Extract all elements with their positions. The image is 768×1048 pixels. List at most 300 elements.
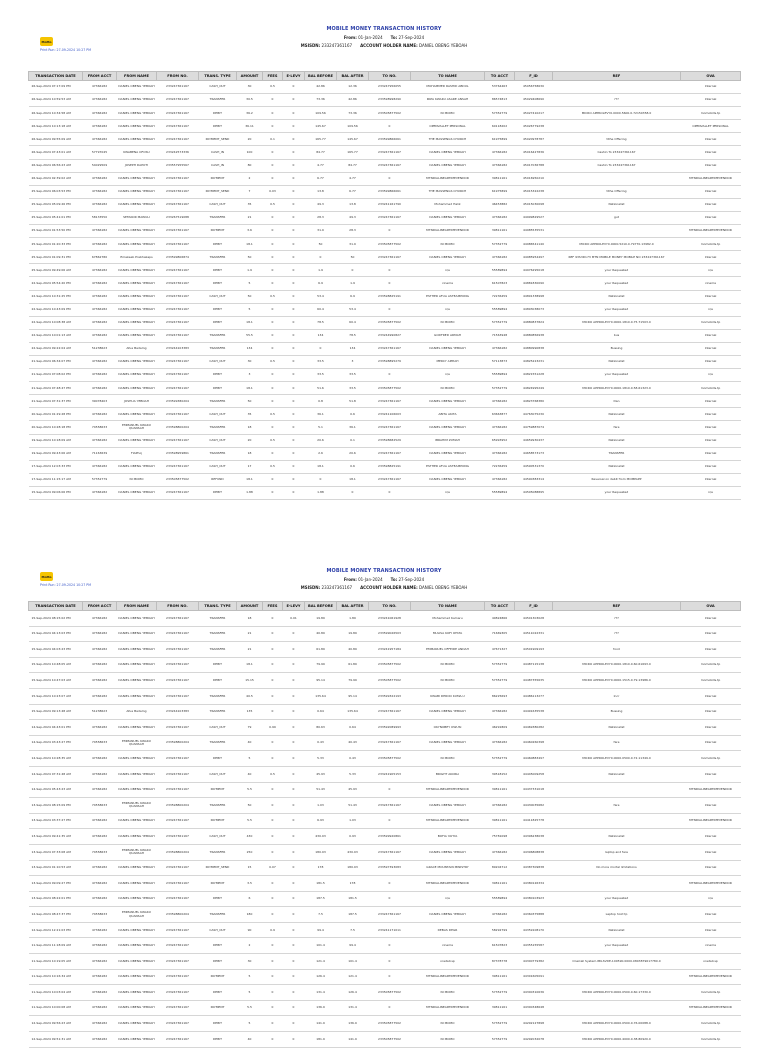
cell-fees: 0 <box>263 954 283 970</box>
table-row <box>29 954 741 970</box>
cell-ova: momobills.tp <box>681 657 741 673</box>
cell-from-name: DANIEL OBENG YEBOAH <box>117 290 157 303</box>
cell-f-id: 44821551228 <box>515 369 553 382</box>
cell-bal-before: 2.6 <box>305 447 337 460</box>
cell-from-name: DANIEL OBENG YEBOAH <box>117 751 157 767</box>
cell-bal-after: 141.9 <box>337 1032 369 1048</box>
cell-bal-after: 135.64 <box>337 704 369 720</box>
cell-bal-after: 136.9 <box>337 1016 369 1032</box>
cell-from-name: DANIEL OBENG YEBOAH <box>117 876 157 892</box>
cell-trans-type: CASH_OUT <box>199 922 237 938</box>
cell-ref: fare <box>553 735 681 751</box>
cell-from-name: KWABENA OFOSU <box>117 146 157 159</box>
cell-bal-after: 49.3 <box>337 211 369 224</box>
cell-bal-after: 0.1 <box>337 434 369 447</box>
table-row <box>29 1032 741 1048</box>
cell-from-name: DANIEL OBENG YEBOAH <box>117 81 157 94</box>
cell-to-name: MTNDIALINEARTIMEVENDOR <box>411 1000 485 1016</box>
table-row <box>29 303 741 316</box>
column-header-transaction-date: TRANSACTION DATE <box>29 602 83 611</box>
column-header-to-acct: TO ACCT <box>485 602 515 611</box>
cell-to-acct: 46453882 <box>485 198 515 211</box>
cell-bal-after: 7.5 <box>337 922 369 938</box>
cell-from-acct: 67862780 <box>83 251 117 264</box>
cell-f-id: 44437331018 <box>515 782 553 798</box>
cell-bal-after: 61.89 <box>337 657 369 673</box>
cell-ref: your Requested <box>553 369 681 382</box>
cell-ref: Nationalist <box>553 355 681 368</box>
cell-ref <box>553 876 681 892</box>
cell-trans-type: TRANSFER <box>199 907 237 923</box>
date-range: From: 01-Jan-2024 To: 27-Sep-2024 <box>343 577 425 582</box>
cell-transaction-date: 26-Sep-2024 10:13:18 AM <box>29 120 83 133</box>
cell-bal-before: 51.6 <box>305 382 337 395</box>
cell-from-acct: 47366182 <box>83 133 117 146</box>
cell-bal-after: 33.5 <box>337 382 369 395</box>
cell-trans-type: DEBIT <box>199 891 237 907</box>
cell-ref: Nationalist <box>553 460 681 473</box>
cell-fees: 0 <box>263 829 283 845</box>
cell-transaction-date: 22-Sep-2024 10:31:25 PM <box>29 290 83 303</box>
cell-amount: 18 <box>237 611 263 627</box>
cell-from-name: DANIEL OBENG YEBOAH <box>117 225 157 238</box>
cell-to-no: 233241171011 <box>369 922 411 938</box>
cell-trans-type: DEBIT <box>199 107 237 120</box>
cell-trans-type: TRANSFER <box>199 611 237 627</box>
cell-to-acct: 60118202 <box>485 120 515 133</box>
cell-e-levy: 0 <box>283 94 305 107</box>
cell-transaction-date: 14-Sep-2024 07:31:48 AM <box>29 766 83 782</box>
cell-f-id: 44505088895 <box>515 486 553 499</box>
cell-trans-type: CASH_IN <box>199 146 237 159</box>
cell-to-no: 233505877502 <box>369 238 411 251</box>
cell-ref: Nationalist <box>553 198 681 211</box>
cell-from-acct: 47366182 <box>83 238 117 251</box>
cell-transaction-date: 15-Sep-2024 10:23:07 AM <box>29 688 83 704</box>
mtn-logo-icon: MoMo <box>40 572 53 581</box>
cell-f-id: 44501303028 <box>515 611 553 627</box>
cell-amount: 3 <box>237 369 263 382</box>
cell-amount: 6 <box>237 891 263 907</box>
cell-amount: 55.5 <box>237 329 263 342</box>
table-row <box>29 766 741 782</box>
cell-amount: 5 <box>237 751 263 767</box>
cell-e-levy: 0 <box>283 421 305 434</box>
cell-ova: Internal <box>681 766 741 782</box>
cell-transaction-date: 11-Sep-2024 10:00:08 AM <box>29 1000 83 1016</box>
cell-from-no: 233247361167 <box>157 316 199 329</box>
cell-to-name: ESTHER AFUA ASTEAMPONG <box>411 290 485 303</box>
cell-to-acct: 47366182 <box>485 251 515 264</box>
cell-ova: Internal <box>681 290 741 303</box>
cell-trans-type: DEBIT <box>199 985 237 1001</box>
cell-to-name: ABITA AKITA <box>411 408 485 421</box>
cell-e-levy: 0 <box>283 813 305 829</box>
cell-ova: n/a <box>681 369 741 382</box>
cell-fees: 0 <box>263 1032 283 1048</box>
cell-from-no: 233247361167 <box>157 329 199 342</box>
cell-from-acct: 47366182 <box>83 876 117 892</box>
cell-amount: 50 <box>237 395 263 408</box>
cell-from-acct: 47366182 <box>83 922 117 938</box>
cell-transaction-date: 17-Sep-2024 12:03:33 PM <box>29 460 83 473</box>
cell-e-levy: 0 <box>283 211 305 224</box>
cell-trans-type: PAYMENT <box>199 969 237 985</box>
cell-to-name: NI MOMO <box>411 382 485 395</box>
cell-ref: your Requested <box>553 938 681 954</box>
cell-ova: Internal <box>681 611 741 627</box>
cell-e-levy: 0 <box>283 198 305 211</box>
cell-trans-type: DEBIT <box>199 486 237 499</box>
cell-from-no: 233598800204 <box>157 907 199 923</box>
cell-f-id: 44658573173 <box>515 447 553 460</box>
cell-from-no: 233247361167 <box>157 225 199 238</box>
cell-from-acct: 47366182 <box>83 316 117 329</box>
cell-transaction-date: 13-Sep-2024 07:33:08 AM <box>29 844 83 860</box>
cell-from-no: 233598800204 <box>157 844 199 860</box>
cell-from-name: DANIEL OBENG YEBOAH <box>117 720 157 736</box>
cell-to-name: GODFRED ARMAH <box>411 329 485 342</box>
cell-from-acct: 47366182 <box>83 766 117 782</box>
cell-to-no: 233505877502 <box>369 657 411 673</box>
cell-ref: Nationalist <box>553 922 681 938</box>
cell-fees: 0.5 <box>263 290 283 303</box>
cell-amount: 80 <box>237 159 263 172</box>
table-row <box>29 172 741 185</box>
cell-from-acct: 51238623 <box>83 704 117 720</box>
table-row <box>29 369 741 382</box>
cell-transaction-date: 26-Sep-2024 02:39:02 AM <box>29 172 83 185</box>
cell-to-no: 233505877502 <box>369 107 411 120</box>
cell-to-acct: 57352779 <box>485 1016 515 1032</box>
cell-e-levy: 0 <box>283 277 305 290</box>
cell-to-no: 233241161790 <box>369 198 411 211</box>
cell-to-no: 233241106003 <box>369 408 411 421</box>
table-row <box>29 969 741 985</box>
column-header-amount: AMOUNT <box>237 72 263 81</box>
cell-from-no: 233247361167 <box>157 766 199 782</box>
cell-to-acct: 57352779 <box>485 107 515 120</box>
cell-f-id: 45029408690 <box>515 94 553 107</box>
cell-amount: 90 <box>237 922 263 938</box>
column-header-from-no: FROM NO. <box>157 602 199 611</box>
cell-transaction-date: 12-Sep-2024 09:51:31 AM <box>29 1032 83 1048</box>
cell-from-name: DANIEL OBENG YEBOAH <box>117 829 157 845</box>
cell-from-name: DANIEL OBENG YEBOAH <box>117 264 157 277</box>
cell-to-name: n/a <box>411 486 485 499</box>
cell-ova: Internal <box>681 211 741 224</box>
cell-fees: 0 <box>263 382 283 395</box>
cell-fees: 0 <box>263 120 283 133</box>
cell-ova: Internal <box>681 460 741 473</box>
cell-ova: Internal <box>681 198 741 211</box>
cell-e-levy: 0 <box>283 290 305 303</box>
cell-from-name: DANIEL OBENG YEBOAH <box>117 198 157 211</box>
cell-ref: MICRO APPROLEVY0.0000.5600.0.72150358.0 <box>553 107 681 120</box>
cell-transaction-date: 25-Sep-2024 09:49:06 AM <box>29 264 83 277</box>
cell-e-levy: 0 <box>283 1016 305 1032</box>
cell-fees: 0 <box>263 159 283 172</box>
cell-amount: 3.6 <box>237 225 263 238</box>
cell-to-acct: 47366182 <box>485 159 515 172</box>
cell-ref <box>553 813 681 829</box>
cell-to-no: 0 <box>369 938 411 954</box>
cell-trans-type: REFUND <box>199 473 237 486</box>
table-row <box>29 146 741 159</box>
cell-from-name: DANIEL OBENG YEBOAH <box>117 922 157 938</box>
cell-from-acct: 47366182 <box>83 107 117 120</box>
cell-amount: 100 <box>237 146 263 159</box>
cell-fees: 0 <box>263 642 283 658</box>
cell-bal-after: 20.6 <box>337 447 369 460</box>
cell-e-levy: 0 <box>283 985 305 1001</box>
cell-to-no: 233247361167 <box>369 844 411 860</box>
cell-ova: Internal <box>681 704 741 720</box>
cell-from-acct: 54029509 <box>83 159 117 172</box>
cell-to-no: 233247361167 <box>369 447 411 460</box>
cell-bal-before: 6.9 <box>305 277 337 290</box>
cell-bal-before: 101.4 <box>305 938 337 954</box>
cell-to-name: DANIEL OBENG YEBOAH <box>411 342 485 355</box>
cell-bal-after: 78.5 <box>337 329 369 342</box>
cell-to-no: 233247361167 <box>369 907 411 923</box>
cell-ova: Internal <box>681 94 741 107</box>
cell-ref: MICRO APPROLEVY0.0000.1810.0.75.71503.0 <box>553 316 681 329</box>
cell-ova: Internal <box>681 159 741 172</box>
cell-trans-type: TRANSFER <box>199 94 237 107</box>
cell-bal-before: 0.8 <box>305 395 337 408</box>
cell-amount: 5 <box>237 303 263 316</box>
cell-bal-before: 50 <box>305 238 337 251</box>
cell-fees: 0 <box>263 172 283 185</box>
cell-trans-type: CASH_OUT <box>199 198 237 211</box>
cell-ref: bus <box>553 329 681 342</box>
cell-bal-after: 40.43 <box>337 735 369 751</box>
cell-fees: 0 <box>263 238 283 251</box>
cell-ref: your Requested <box>553 277 681 290</box>
cell-to-no: 233505877502 <box>369 673 411 689</box>
cell-from-acct: 47366182 <box>83 891 117 907</box>
cell-to-no: 233599026503 <box>369 626 411 642</box>
cell-from-no: 233247361167 <box>157 185 199 198</box>
cell-to-no: 0 <box>369 277 411 290</box>
cell-bal-after: 50 <box>337 251 369 264</box>
cell-trans-type: CASH_OUT <box>199 290 237 303</box>
cell-fees: 0 <box>263 813 283 829</box>
cell-to-acct: 86225693 <box>485 688 515 704</box>
cell-trans-type: TRANSFER <box>199 704 237 720</box>
cell-trans-type: TRANSFER <box>199 798 237 814</box>
cell-trans-type: DEBIT <box>199 277 237 290</box>
cell-transaction-date: 15-Sep-2024 04:03:23 PM <box>29 642 83 658</box>
cell-transaction-date: 26-Sep-2024 07:43:01 AM <box>29 146 83 159</box>
cell-bal-after: 3 <box>337 355 369 368</box>
cell-from-name: DANIEL OBENG YEBOAH <box>117 611 157 627</box>
cell-from-no: 233599806874 <box>157 251 199 264</box>
cell-fees: 0 <box>263 316 283 329</box>
cell-from-name: EMMANUEL KWAKU QUANSAH <box>117 907 157 923</box>
cell-to-name: Mohammed Halik <box>411 198 485 211</box>
cell-from-no: 233247361167 <box>157 238 199 251</box>
cell-fees: 0 <box>263 876 283 892</box>
cell-ref: Nationalist <box>553 766 681 782</box>
table-row <box>29 720 741 736</box>
cell-from-name: DANIEL OBENG YEBOAH <box>117 369 157 382</box>
cell-bal-before: 73.36 <box>305 94 337 107</box>
cell-f-id: 44300779382 <box>515 954 553 970</box>
cell-bal-before: 180.93 <box>305 844 337 860</box>
cell-bal-after: 178 <box>337 876 369 892</box>
cell-f-id: 45016427836 <box>515 146 553 159</box>
cell-bal-before: 36.1 <box>305 408 337 421</box>
cell-from-name: DANIEL OBENG YEBOAH <box>117 626 157 642</box>
cell-trans-type: CASH_OUT <box>199 829 237 845</box>
cell-bal-after: 51.43 <box>337 798 369 814</box>
cell-fees: 0 <box>263 704 283 720</box>
cell-f-id: 44355155587 <box>515 938 553 954</box>
table-row <box>29 316 741 329</box>
cell-e-levy: 0 <box>283 225 305 238</box>
cell-to-no: 0 <box>369 813 411 829</box>
cell-ref: MICRO APPROLEVY0.0000.0500.0.76.00088.0 <box>553 1016 681 1032</box>
cell-e-levy: 0 <box>283 303 305 316</box>
cell-fees: 0 <box>263 395 283 408</box>
cell-amount: 15.15 <box>237 673 263 689</box>
cell-from-name: DANIEL OBENG YEBOAH <box>117 185 157 198</box>
cell-from-acct: 47366182 <box>83 369 117 382</box>
cell-ref: Incr <box>553 688 681 704</box>
cell-to-acct: 46291809 <box>485 720 515 736</box>
cell-ova: MTNDIALINEARTIMEVENDOR <box>681 969 741 985</box>
table-header-row <box>29 602 741 611</box>
cell-to-name: onetall.sp <box>411 954 485 970</box>
cell-e-levy: 0 <box>283 891 305 907</box>
cell-from-acct: 47366182 <box>83 938 117 954</box>
cell-trans-type: CASH_OUT <box>199 434 237 447</box>
cell-to-no: 0 <box>369 876 411 892</box>
cell-bal-after: 40.89 <box>337 642 369 658</box>
cell-f-id: 44893038073 <box>515 303 553 316</box>
cell-to-no: 233505877502 <box>369 1016 411 1032</box>
cell-to-acct: 58292799 <box>485 922 515 938</box>
table-row <box>29 355 741 368</box>
cell-trans-type: CASH_IN <box>199 159 237 172</box>
cell-ref: tithe Offering <box>553 133 681 146</box>
cell-bal-before: 51.43 <box>305 782 337 798</box>
cell-from-name: DANIEL OBENG YEBOAH <box>117 172 157 185</box>
table-row <box>29 907 741 923</box>
cell-fees: 0.9 <box>263 922 283 938</box>
cell-from-no: 233247361167 <box>157 486 199 499</box>
cell-from-acct: 47366182 <box>83 829 117 845</box>
cell-from-acct: 47366182 <box>83 860 117 876</box>
cell-to-acct: 47366182 <box>485 211 515 224</box>
cell-ref: OneCall System.IBILSVDE-100590.0000.0803879617780.0 <box>553 954 681 970</box>
cell-amount: 20 <box>237 434 263 447</box>
cell-to-no: 233598825191 <box>369 460 411 473</box>
cell-to-acct: 53764463 <box>485 81 515 94</box>
cell-e-levy: 0 <box>283 447 305 460</box>
cell-bal-before: 1.03 <box>305 798 337 814</box>
cell-from-no: 233247361167 <box>157 611 199 627</box>
cell-ref: Bussing <box>553 342 681 355</box>
column-header-ref: REF <box>553 602 681 611</box>
cell-transaction-date: 22-Sep-2024 10:43:09 PM <box>29 303 83 316</box>
cell-transaction-date: 22-Sep-2024 09:22:04 AM <box>29 342 83 355</box>
cell-e-levy: 0 <box>283 107 305 120</box>
table-row <box>29 408 741 421</box>
cell-to-name: NI MOMO <box>411 1032 485 1048</box>
cell-to-no: 233598998290 <box>369 94 411 107</box>
cell-f-id: 44659930437 <box>515 434 553 447</box>
cell-to-name: NI MOMO <box>411 316 485 329</box>
cell-bal-before: 126.4 <box>305 969 337 985</box>
cell-trans-type: DEBIT <box>199 120 237 133</box>
cell-f-id: 45027410217 <box>515 107 553 120</box>
cell-to-name: MTNDIALINEARTIMEVENDOR <box>411 782 485 798</box>
cell-ref: Nationalist <box>553 720 681 736</box>
cell-to-no: 233247361167 <box>369 735 411 751</box>
cell-to-acct: 61975899 <box>485 185 515 198</box>
cell-amount: 180 <box>237 907 263 923</box>
cell-amount: 35 <box>237 198 263 211</box>
cell-from-acct: 47366182 <box>83 985 117 1001</box>
cell-from-name: DANIEL OBENG YEBOAH <box>117 657 157 673</box>
cell-amount: 40.5 <box>237 688 263 704</box>
cell-f-id: 45056758630 <box>515 81 553 94</box>
cell-from-name: DANIEL OBENG YEBOAH <box>117 382 157 395</box>
cell-bal-before: 18.1 <box>305 460 337 473</box>
cell-f-id: 44469380282 <box>515 720 553 736</box>
cell-ref <box>553 225 681 238</box>
cell-to-name: cinema <box>411 277 485 290</box>
cell-transaction-date: 15-Sep-2024 04:13:03 PM <box>29 626 83 642</box>
column-header-from-acct: FROM ACCT <box>83 602 117 611</box>
cell-e-levy: 0 <box>283 172 305 185</box>
cell-bal-after: 45.93 <box>337 782 369 798</box>
cell-from-no: 233247361167 <box>157 782 199 798</box>
cell-amount: 50 <box>237 290 263 303</box>
cell-transaction-date: 11-Sep-2024 10:03:04 AM <box>29 985 83 1001</box>
cell-to-acct: 47366182 <box>485 798 515 814</box>
cell-from-acct: 47366182 <box>83 1016 117 1032</box>
cell-bal-before: 5.33 <box>305 751 337 767</box>
table-row <box>29 238 741 251</box>
cell-from-no: 233247361167 <box>157 688 199 704</box>
cell-amount: 15 <box>237 860 263 876</box>
cell-fees: 0 <box>263 1000 283 1016</box>
cell-from-no: 233247361167 <box>157 120 199 133</box>
cell-fees: 0.5 <box>263 355 283 368</box>
cell-trans-type: PAYMENT <box>199 1000 237 1016</box>
cell-f-id: 44985954497 <box>515 251 553 264</box>
cell-transaction-date: 22-Sep-2024 10:08:38 AM <box>29 316 83 329</box>
cell-transaction-date: 25-Sep-2024 05:09:26 PM <box>29 198 83 211</box>
cell-to-name: DANIEL OBENG YEBOAH <box>411 159 485 172</box>
cell-to-name: GRACE MOUNTAIN MINISTRY <box>411 860 485 876</box>
cell-bal-after: 134 <box>337 342 369 355</box>
cell-to-acct: 55589894 <box>485 891 515 907</box>
cell-from-no: 233247361167 <box>157 969 199 985</box>
column-header-to-no: TO NO. <box>369 602 411 611</box>
cell-transaction-date: 13-Sep-2024 09:09:27 PM <box>29 876 83 892</box>
table-row <box>29 342 741 355</box>
table-row <box>29 985 741 1001</box>
cell-to-name: DANIEL OBENG YEBOAH <box>411 907 485 923</box>
table-row <box>29 1000 741 1016</box>
cell-f-id: 44487115138 <box>515 657 553 673</box>
cell-e-levy: 0 <box>283 720 305 736</box>
